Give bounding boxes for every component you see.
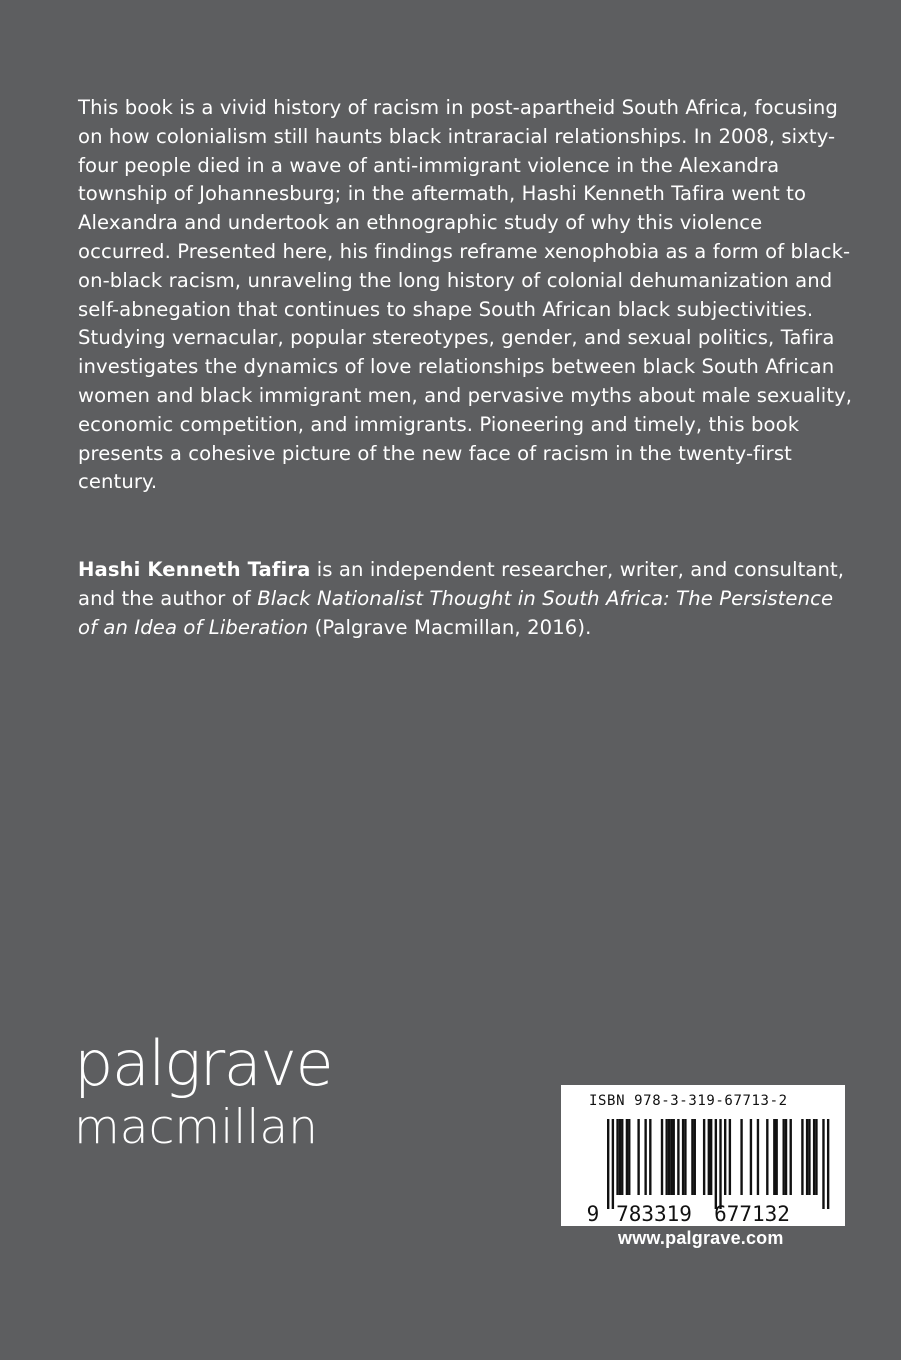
barcode-bar: [677, 1119, 679, 1195]
barcode-bar: [637, 1119, 639, 1195]
barcode-first-digit: 9: [586, 1202, 600, 1226]
barcode-bar: [694, 1119, 696, 1195]
barcode-bar: [715, 1119, 717, 1209]
barcode-bar: [682, 1119, 684, 1195]
author-bio-publication: (Palgrave Macmillan, 2016).: [308, 615, 592, 639]
barcode-bar: [673, 1119, 675, 1195]
barcode-bars: [561, 1085, 845, 1226]
barcode-bar: [644, 1119, 646, 1195]
barcode-bar: [801, 1119, 803, 1195]
previous-book-title: Black Nationalist Thought in South Africa: The Persistence of an Idea of Liberation: [78, 586, 834, 639]
publisher-website: www.palgrave.com: [618, 1228, 784, 1248]
barcode-bar: [710, 1119, 712, 1195]
barcode-bar: [619, 1119, 621, 1195]
logo-line-palgrave: palgrave: [74, 1027, 333, 1100]
barcode-bar: [766, 1119, 768, 1195]
barcode-bar: [785, 1119, 787, 1195]
book-description: This book is a vivid history of racism in post-apartheid South Africa, focusing on how colonialism still haunts black intraracial relationships. In 2008, sixty-four people died in a wave of anti-immigrant violence in the Alexandra township of Johannesburg; in the aftermath, Hashi Kenneth Tafira went to Alexandra and undertook an ethnographic study of why this violence occurred. Presented here, his findings reframe xenophobia as a form of black-on-black racism, unraveling the long history of colonial dehumanization and self-abnegation that continues to shape South African black subjectivities. Studying vernacular, popular stereotypes, gender, and sexual politics, Tafira investigates the dynamics of love relationships between black South African women and black immigrant men, and pervasive myths about male sexuality, economic competition, and immigrants. Pioneering and timely, this book presents a cohesive picture of the new face of racism in the twenty-first century.: [78, 96, 853, 494]
barcode-left-digits: 783319: [616, 1202, 692, 1226]
author-bio-text: is an independent researcher, writer, and consultant, and the author of: [78, 558, 845, 610]
barcode-bar: [813, 1119, 815, 1195]
barcode-bar: [773, 1119, 775, 1195]
palgrave-macmillan-logo: [74, 1028, 332, 1156]
barcode-bar: [626, 1119, 628, 1195]
barcode-bar: [691, 1119, 693, 1195]
barcode-bar: [790, 1119, 792, 1195]
barcode-bar: [708, 1119, 710, 1195]
barcode-bar: [703, 1119, 705, 1195]
isbn-label: ISBN 978-3-319-67713-2: [589, 1093, 788, 1109]
barcode-bar: [775, 1119, 777, 1195]
author-bio: [78, 556, 858, 642]
barcode-bar: [827, 1119, 829, 1209]
barcode-bar: [628, 1119, 630, 1195]
barcode-bar: [684, 1119, 686, 1195]
logo-line-macmillan: macmillan: [74, 1100, 318, 1155]
isbn-barcode: [561, 1085, 845, 1226]
barcode-bar: [668, 1119, 670, 1195]
barcode-right-digits: 677132: [714, 1202, 790, 1226]
barcode-bar: [806, 1119, 808, 1195]
barcode-bar: [612, 1119, 614, 1209]
author-name: Hashi Kenneth Tafira: [78, 558, 311, 581]
barcode-bar: [616, 1119, 618, 1195]
barcode-bar: [621, 1119, 623, 1195]
barcode-bar: [649, 1119, 651, 1195]
barcode-bar: [719, 1119, 721, 1209]
barcode-bar: [757, 1119, 759, 1195]
barcode-bar: [783, 1119, 785, 1195]
barcode-bar: [607, 1119, 609, 1209]
barcode-bar: [750, 1119, 752, 1195]
barcode-bar: [670, 1119, 672, 1195]
barcode-bar: [666, 1119, 668, 1195]
barcode-bar: [822, 1119, 824, 1209]
barcode-bar: [740, 1119, 742, 1195]
barcode-bar: [815, 1119, 817, 1195]
barcode-bar: [724, 1119, 726, 1195]
barcode-bar: [808, 1119, 810, 1195]
barcode-bar: [661, 1119, 663, 1195]
barcode-bar: [729, 1119, 731, 1195]
